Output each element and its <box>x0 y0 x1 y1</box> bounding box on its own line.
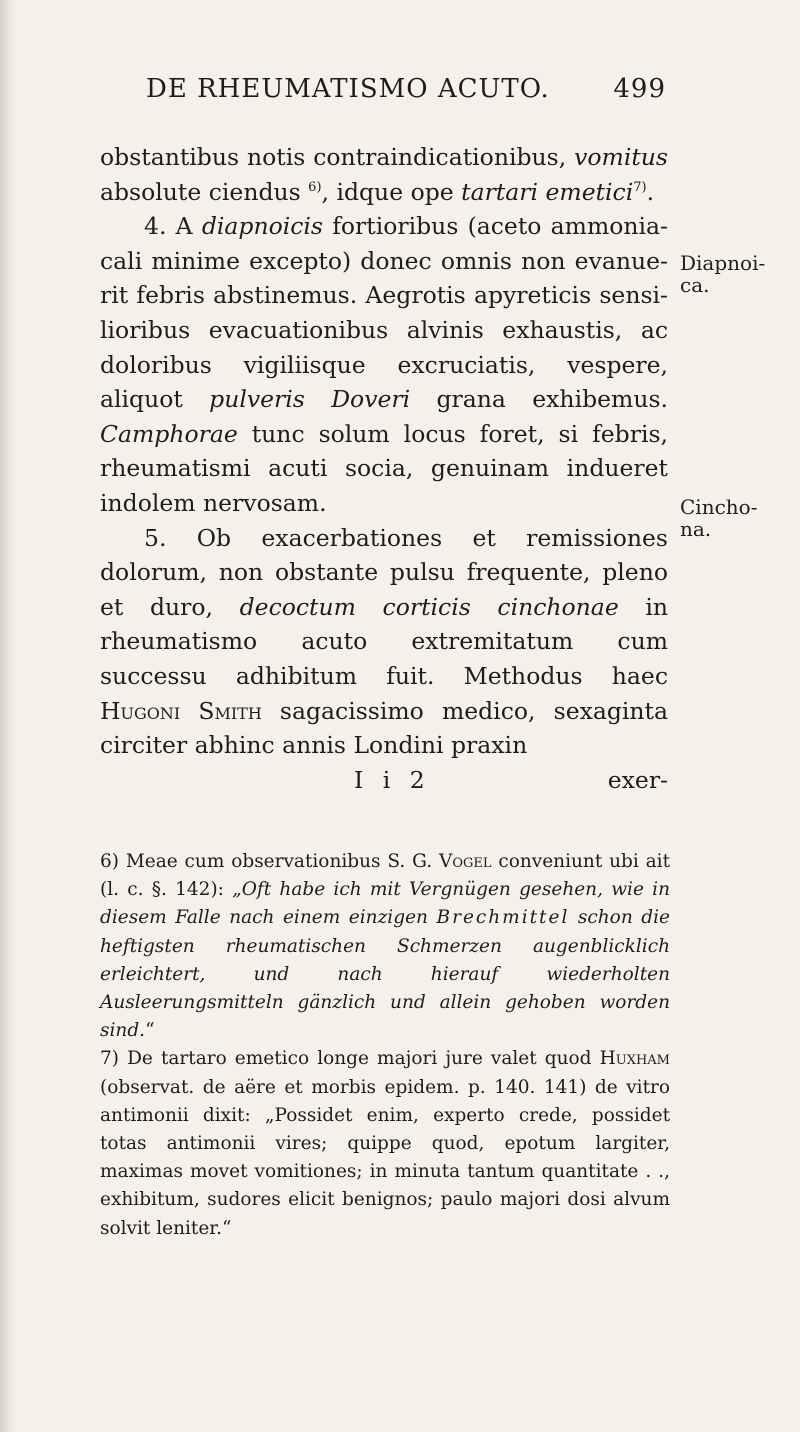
margin-note-cinchona: Cincho- na. <box>680 495 758 541</box>
catchword: exer- <box>607 765 668 794</box>
page-number: 499 <box>613 74 666 104</box>
page-gutter-shadow <box>0 0 16 1432</box>
footnotes <box>100 848 670 1243</box>
signature-line <box>100 763 668 798</box>
running-title: DE RHEUMATISMO ACUTO. <box>146 74 550 104</box>
footnote-7: 7) De tartaro emetico longe majori jure valet quod Huxham (observat. de aëre et morbis epidem. p. 140. 141) de vitro antimonii dixit: „Possidet enim, experto crede, possidet totas antimonii vires; quippe quod, epotum largiter, maximas movet vomitiones; in minuta tantum quantitate . ., exhibitum, sudores elicit benignos; paulo majori dosi alvum solvit leniter.“ <box>100 1048 670 1239</box>
signature-mark: I i 2 <box>354 765 431 794</box>
footnote-ref-6: 6) <box>308 179 322 195</box>
main-text <box>100 140 668 797</box>
footnote-ref-7: 7) <box>633 179 647 195</box>
paragraph-vomitus: obstantibus notis contraindicationibus, vomitus absolute ciendus $^{6)}$, idque ope tartari emetici$^{7)}$. <box>100 143 668 206</box>
paragraph-diapnoica: 4. A diapnoicis fortioribus (aceto ammoniacali minime excepto) donec omnis non evanuerit febris abstinemus. Aegrotis apyreticis sensilioribus evacuationibus alvinis exhaustis, ac doloribus vigiliisque excruciatis, vespere, aliquot pulveris Doveri grana exhibemus. Camphorae tunc solum locus foret, si febris, rheumatismi acuti socia, genuinam indueret indolem nervosam. <box>100 212 668 517</box>
margin-note-diapnoica: Diapnoi- ca. <box>680 251 766 297</box>
paragraph-cinchona: 5. Ob exacerbationes et remissiones dolorum, non obstante pulsu frequente, pleno et duro, decoctum corticis cinchonae in rheumatismo acuto extremitatum cum successu adhibitum fuit. Methodus haec Hugoni Smith sagacissimo medico, sexaginta circiter abhinc annis Londini praxin <box>100 523 669 760</box>
footnote-6: 6) Meae cum observationibus S. G. Vogel conveniunt ubi ait (l. c. §. 142): „Oft habe ich mit Vergnügen gesehen, wie in diesem Falle nach einem einzigen Brechmittel schon die heftigsten rheumatischen Schmerzen augenblicklich erleichtert, und nach hierauf wiederholten Ausleerungsmitteln gänzlich und allein gehoben worden sind.“ <box>100 851 671 1042</box>
